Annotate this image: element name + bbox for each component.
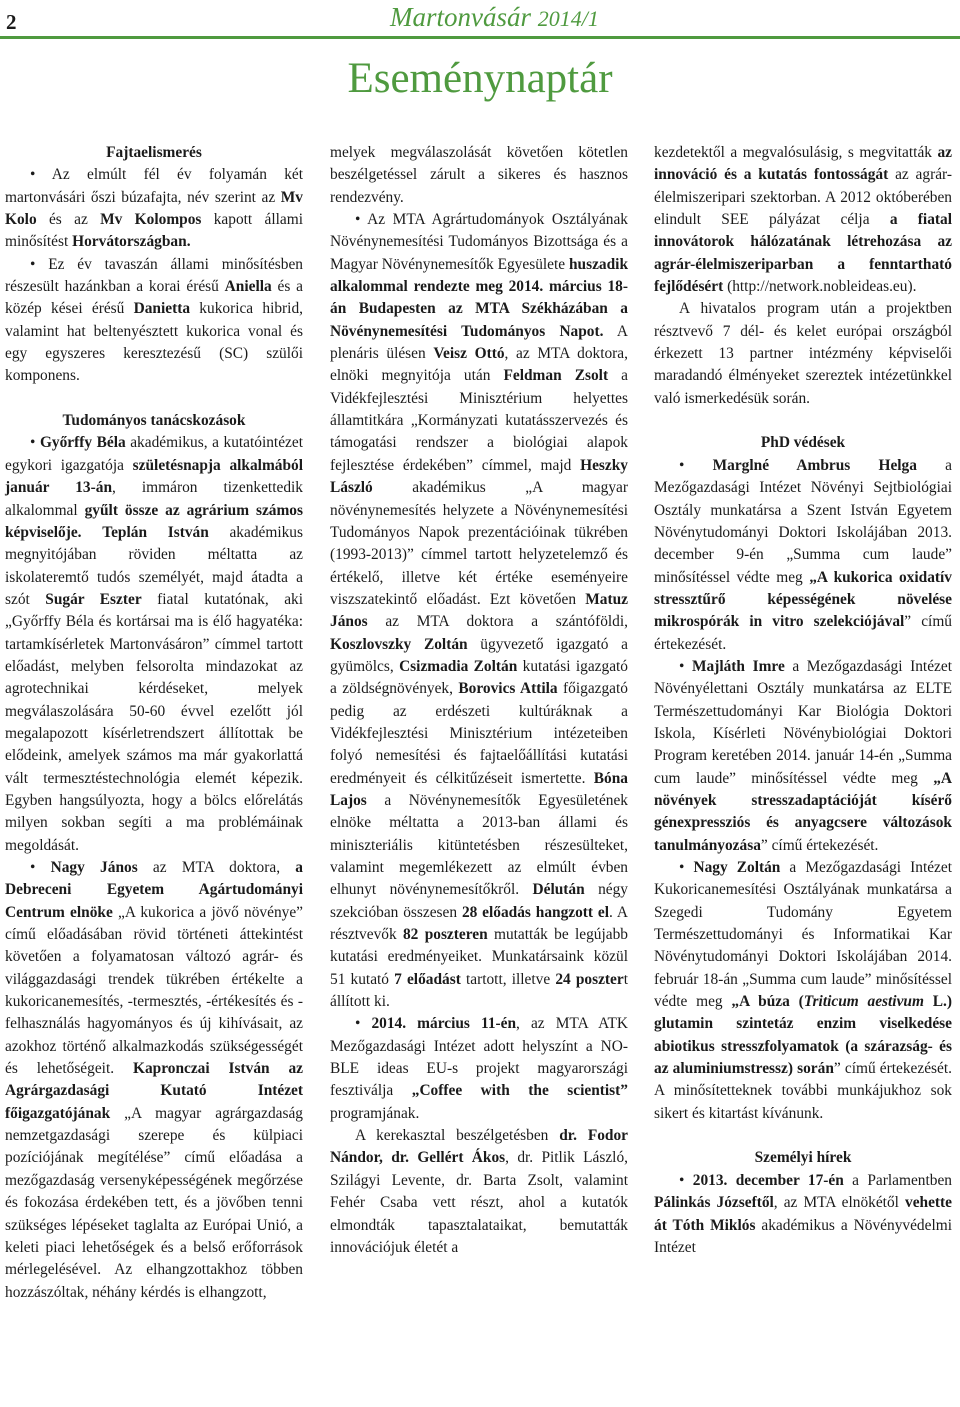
- section-title: Eseménynaptár: [347, 55, 613, 102]
- heading-phd-vedesek: PhD védések: [760, 434, 846, 452]
- paragraph-hivatalos-program: A hivatalos program után a projektben résztvevő 7 dél- és kelet európai országból érkezett 13 partner intézmény képviselői maradandó élményeket szereztek intézetünkkel való ismerkedésük során.: [654, 300, 952, 407]
- journal-issue: 2014/1: [537, 6, 599, 31]
- paragraph-nagy-janos: • Nagy János az MTA doktora, a Debreceni Egyetem Agártudományi Centrum elnöke „A kukorica a jövő növénye” című előadásában rövid történeti áttekintést követően a folyamatosan változó agrár- és világgazdasági trendek tükrében értékelte a kukoricanemesítés, -termesztés, -értékesítés és -felhasználás hagyományos és új kihívásait, az azokhoz történő alkalmazkodás szükségességét és lehetőségeit. Kapronczai István az Agrárgazdasági Kutató Intézet főigazgatójának „A magyar agrárgazdaság nemzetgazdasági szerepe és külpiaci pozíciójának megítélése” című előadása a mezőgazdaság versenyképességének megőrzése és fokozása érdekében tett, és a jövőben tenni szükséges lépéseket taglalta az Európai Unió, a keleti piaci lehetőségek és a belső erőforrások mérlegelésével. Az elhangzottakhoz többen hozzászóltak, néhány kérdés is elhangzott,: [5, 859, 303, 1301]
- paragraph-majlath: • Majláth Imre a Mezőgazdasági Intézet Növényélettani Osztály munkatársa az ELTE Természettudományi Kar Biológia Doktori Iskola, Kísérleti Növénybiológiai Doktori Program keretében 2014. január 14-én „Summa cum laude” minősítéssel védte meg „A növények stresszadaptációját kísérő génexpressziós és anyagcsere változások tanulmányozása” című értekezését.: [654, 657, 952, 854]
- heading-szemelyi-hirek: Személyi hírek: [754, 1149, 852, 1167]
- paragraph-kolo-kolompos: • Az elmúlt fél év folyamán két martonvásári őszi búzafajta, név szerint az Mv Kolo és az Mv Kolompos kapott állami minősítést Horvátországban.: [5, 166, 303, 251]
- spacer: [654, 1125, 952, 1147]
- journal-name: Martonvásár: [390, 2, 531, 32]
- heading-tudomanyos-tanacskozasok: Tudományos tanácskozások: [62, 412, 246, 430]
- paragraph-noble-ideas: • 2014. március 11-én, az MTA ATK Mezőgazdasági Intézet adott helyszínt a NO-BLE ideas EU-s projekt magyarországi fesztiválja „Coffee with the scientist” programjának.: [330, 1015, 628, 1122]
- page-number: 2: [6, 10, 17, 34]
- paragraph-toth-miklos: • 2013. december 17-én a Parlamentben Pálinkás Józseftől, az MTA elnökétől vehette át Tóth Miklós akadémikus a Növényvédelmi Intézet: [654, 1171, 952, 1256]
- paragraph-aniella-danietta: • Ez év tavaszán állami minősítésben részesült hazánkban a korai érésű Aniella és a közép kései érésű Danietta kukorica hibrid, valamint hat beltenyésztett kukorica vonal és egy egyszeres keresztezésű (SC) szülői komponens.: [5, 255, 304, 385]
- paragraph-marglne: • Marglné Ambrus Helga a Mezőgazdasági Intézet Növényi Sejtbiológiai Osztály munkatársa a Szent István Egyetem Növénytudományi Doktori Iskolájában 2013. december 9-én „Summa cum laude” minősítéssel védte meg „A kukorica oxidatív stressztűrő képességének növelése mikrospórák in vitro szelekciójával” című értekezését.: [654, 456, 953, 653]
- page-header: [0, 0, 960, 40]
- heading-fajtaelismeres: Fajtaelismerés: [106, 144, 202, 161]
- paragraph-gyorffy-bela: • Győrffy Béla akadémikus, a kutatóintézet egykori igazgatója születésnapja alkalmából január 13-án, immáron tizenkettedik alkalommal gyűlt össze az agrárium számos képviselője. Teplán István akadémikus megnyitójában röviden méltatta az iskolateremtő tudós személyét, majd átadta a szót Sugár Eszter fiatal kutatónak, aki „Győrffy Béla és kortársai ma is élő hagyatéka: tartamkísérletek Martonvásáron” címmel tartott előadást, melyben felsorolta mindazokat az agrotechnikai kérdéseket, melyek megválaszolására 50-60 évvel ezelőtt jól megalapozott kísérletrendszert állítottak be elődeink, amelyek számos ma már gyakorlattá vált termesztéstechnológia elemét képezik. Egyben hangsúlyozta, hogy a bölcs előrelátás milyen sokban segíti a ma problémáinak megoldását.: [5, 434, 304, 854]
- column-2: [330, 142, 628, 1259]
- header-rule: [0, 36, 960, 39]
- paragraph-continuation: kezdetektől a megvalósulásig, s megvitatták az innováció és a kutatás fontosságát az agrár-élelmiszeripari szektorban. A 2012 októberében elindult SEE pályázat célja a fiatal innovátorok hálózatának létrehozása az agrár-élelmiszeriparban a fenntartható fejlődésért (http://network.nobleideas.eu).: [654, 144, 952, 296]
- paragraph-novenynemesitesi-nap: • Az MTA Agrártudományok Osztályának Növénynemesítési Tudományos Bizottsága és a Magyar Növénynemesítők Egyesülete huszadik alkalommal rendezte meg 2014. március 18-án Budapesten az MTA Székházában a Növénynemesítési Tudományos Napot. A plenáris ülésen Veisz Ottó, az MTA doktora, elnöki megnyitója után Feldman Zsolt a Vidékfejlesztési Minisztérium helyettes államtitkára „Kormányzati kutatásszervezés és támogatási rendszer a biológiai alapok fejlesztése érdekében” címmel, majd Heszky László akadémikus „A magyar növénynemesítés helyzete a Növénynemesítési Tudományos Napok prezentációinak tükrében (1993-2013)” címmel tartott helyzetelemző és értékelő, illetve két értéke eseményeire viszszatekintő előadást. Ezt követően Matuz János az MTA doktora a szántóföldi, Koszlovszky Zoltán ügyvezető igazgató a gyümölcs, Csizmadia Zoltán kutatási igazgató a zöldségnövények, Borovics Attila főigazgató pedig az erdészeti kultúráknak a Vidékfejlesztési Minisztérium intézeteiben folyó nemesítési és fajtaelőállítási kutatási eredményeit és célkitűzéseit ismertette. Bóna Lajos a Növénynemesítők Egyesületének elnöke méltatta a 2013-ban állami és miniszteriális kitüntetésben részesülteket, valamint megemlékezett az elmúlt évben elhunyt növénynemesítőkről. Délután négy szekcióban összesen 28 előadás hangzott el. A résztvevők 82 poszteren mutatták be legújabb kutatási eredményeiket. Munkatársaink közül 51 kutató 7 előadást tartott, illetve 24 posztert állított ki.: [330, 211, 629, 1011]
- paragraph-kerekasztal: A kerekasztal beszélgetésben dr. Fodor Nándor, dr. Gellért Ákos, dr. Pitlik László, Szilágyi Levente, dr. Barta Zsolt, valamint Fehér Csaba vett részt, ahol a kutatók elmondták tapasztalataikat, bemutatták innovációjuk életét a: [330, 1127, 628, 1256]
- column-1: [5, 142, 303, 1304]
- spacer: [654, 410, 952, 432]
- spacer: [5, 388, 303, 410]
- column-3: [654, 142, 952, 1259]
- paragraph-nagy-zoltan: • Nagy Zoltán a Mezőgazdasági Intézet Kukoricanemesítési Osztályának munkatársa a Szegedi Tudomány Egyetem Természettudományi és Informatikai Kar Növénytudományi Doktori Iskolájában 2014. február 18-án „Summa cum laude” minősítéssel védte meg „A búza (Triticum aestivum L.) glutamin szintetáz enzim viselkedése abiotikus stresszfolyamatok (a szárazság- és az aluminiumstressz) során” című értekezését. A minősítetteknek további munkájukhoz sok sikert és kitartást kívánunk.: [654, 859, 952, 1122]
- journal-title: [390, 2, 599, 33]
- paragraph-continuation: melyek megválaszolását követően kötetlen beszélgetéssel zárult a sikeres és hasznos rendezvény.: [330, 144, 628, 206]
